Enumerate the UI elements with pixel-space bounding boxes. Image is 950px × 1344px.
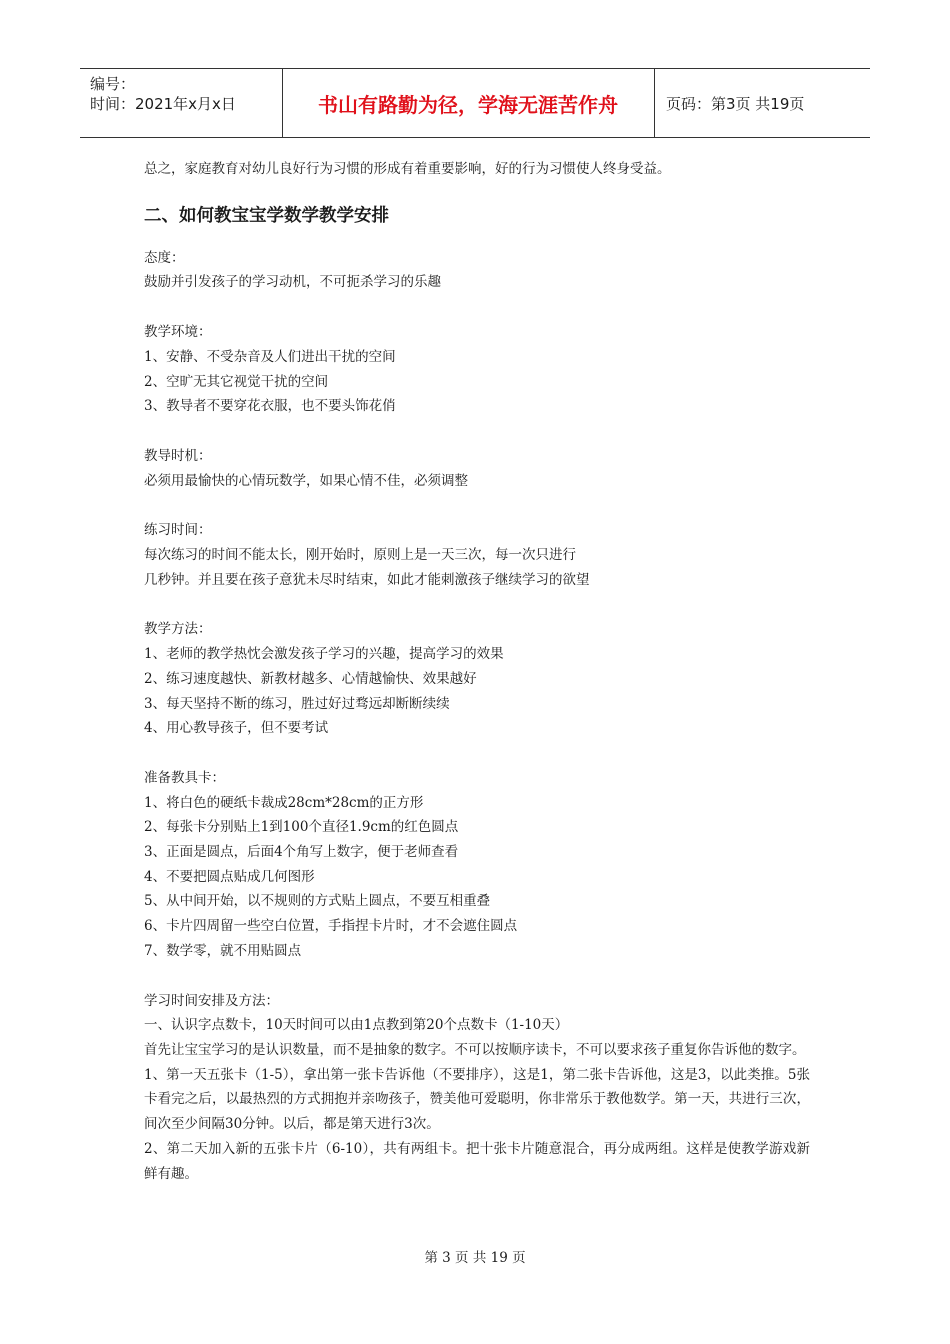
time-label: 时间：2021年x月x日 [90,95,236,113]
practice-title: 练习时间： [144,522,212,539]
list-item: 3、正面是圆点，后面4个角写上数字，便于老师查看 [144,844,459,861]
timing-text: 必须用最愉快的心情玩数学，如果心情不佳，必须调整 [144,472,468,489]
header-meta [80,69,282,137]
list-item: 1、将白色的硬纸卡裁成28cm*28cm的正方形 [144,794,424,811]
header-page-info [654,69,870,137]
list-item: 3、教导者不要穿花衣服，也不要头饰花俏 [144,398,396,415]
list-item: 2、每张卡分别贴上1到100个直径1.9cm的红色圆点 [144,819,459,836]
timing-title: 教导时机： [144,447,212,464]
schedule-subtitle: 一、认识字点数卡，10天时间可以由1点教到第20个点数卡（1-10天） [144,1017,569,1034]
practice-text: 每次练习的时间不能太长，刚开始时，原则上是一天三次，每一次只进行 [144,547,576,564]
list-item: 3、每天坚持不断的练习，胜过好过骛远却断断续续 [144,695,450,712]
environment-title: 教学环境： [144,324,212,341]
attitude-text: 鼓励并引发孩子的学习动机，不可扼杀学习的乐趣 [144,274,441,291]
methods-title: 教学方法： [144,621,212,638]
attitude-title: 态度： [144,249,185,266]
page-info-text: 页码：第3页 共19页 [666,94,805,113]
list-item: 1、安静、不受杂音及人们进出干扰的空间 [144,348,396,365]
document-body [144,157,810,1186]
schedule-title: 学习时间安排及方法： [144,992,279,1009]
list-item: 5、从中间开始，以不规则的方式贴上圆点，不要互相重叠 [144,893,491,910]
schedule-paragraph: 2、第二天加入新的五张卡片（6-10），共有两组卡。把十张卡片随意混合，再分成两组。这样是使教学游戏新鲜有趣。 [144,1140,810,1182]
header-motto: 书山有路勤为径，学海无涯苦作舟 [318,92,618,117]
list-item: 4、不要把圆点贴成几何图形 [144,868,315,885]
list-item: 2、练习速度越快、新教材越多、心情越愉快、效果越好 [144,670,477,687]
number-label: 编号： [90,75,136,93]
list-item: 1、老师的教学热忱会激发孩子学习的兴趣，提高学习的效果 [144,646,504,663]
section-title: 二、如何教宝宝学数学教学安排 [144,205,389,226]
schedule-paragraph: 1、第一天五张卡（1-5），拿出第一张卡告诉他（不要排序），这是1，第二张卡告诉他，这是3，以此类推。5张卡看完之后，以最热烈的方式拥抱并亲吻孩子，赞美他可爱聪明，你非常乐于教他数学。第一天，共进行三次，间次至少间隔30分钟。以后，都是第天进行3次。 [144,1066,810,1133]
cards-title: 准备教具卡： [144,769,225,786]
list-item: 7、数学零，就不用贴圆点 [144,942,302,959]
list-item: 2、空旷无其它视觉干扰的空间 [144,373,329,390]
list-item: 4、用心教导孩子，但不要考试 [144,720,329,737]
page-footer: 第 3 页 共 19 页 [424,1250,526,1266]
schedule-paragraph: 首先让宝宝学习的是认识数量，而不是抽象的数字。不可以按顺序读卡，不可以要求孩子重复你告诉他的数字。 [144,1041,806,1058]
list-item: 6、卡片四周留一些空白位置，手指捏卡片时，才不会遮住圆点 [144,918,518,935]
practice-text: 几秒钟。并且要在孩子意犹未尽时结束，如此才能刺激孩子继续学习的欲望 [144,571,590,588]
page-header [80,68,870,138]
intro-paragraph: 总之，家庭教育对幼儿良好行为习惯的形成有着重要影响，好的行为习惯使人终身受益。 [144,161,671,177]
